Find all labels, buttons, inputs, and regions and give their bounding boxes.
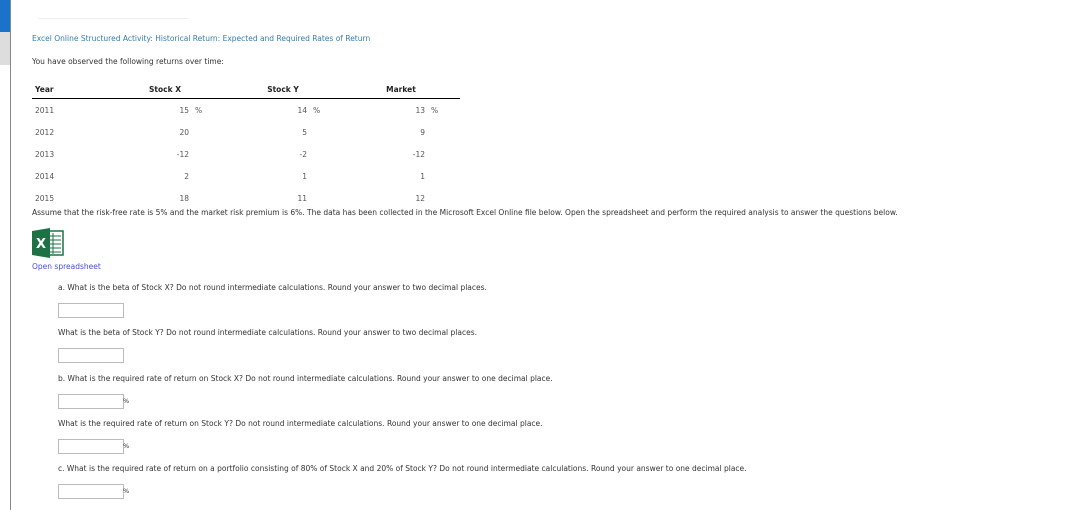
question-text: b. What is the required rate of return on Stock X? Do not round intermediate calculations. Round your answer to one decimal place. xyxy=(58,374,553,383)
market-value: 13 xyxy=(415,105,425,115)
unit-label xyxy=(425,143,460,165)
returns-table xyxy=(32,80,460,209)
excel-icon[interactable] xyxy=(32,228,65,258)
year-cell: 2012 xyxy=(35,127,55,137)
unit-label xyxy=(189,187,224,209)
year-cell: 2015 xyxy=(35,193,55,203)
stock-x-value: 20 xyxy=(179,127,189,137)
table-row xyxy=(32,99,460,122)
left-divider xyxy=(10,0,11,510)
percent-label: % xyxy=(123,442,130,450)
year-cell: 2014 xyxy=(35,171,55,181)
assumption-text: Assume that the risk-free rate is 5% and the market risk premium is 6%. The data has been collected in the Microsoft Excel Online file below. Open the spreadsheet and perform the required analysis to answer the questions below. xyxy=(32,208,898,217)
answer-input[interactable] xyxy=(58,439,124,454)
stock-x-value: -12 xyxy=(176,149,189,159)
table-row xyxy=(32,187,460,209)
unit-label xyxy=(307,187,342,209)
table-row xyxy=(32,121,460,143)
svg-text:X: X xyxy=(36,237,47,252)
left-gray-tab xyxy=(0,32,10,65)
answer-input[interactable] xyxy=(58,348,124,363)
left-accent-bar xyxy=(0,0,10,32)
stock-x-value: 2 xyxy=(184,171,189,181)
unit-label xyxy=(307,143,342,165)
stock-x-value: 18 xyxy=(179,193,189,203)
header-stock-x: Stock X xyxy=(106,80,224,99)
answer-input[interactable] xyxy=(58,484,124,499)
unit-label xyxy=(425,187,460,209)
stock-y-value: -2 xyxy=(299,149,307,159)
unit-label: % xyxy=(195,105,203,115)
answer-input[interactable] xyxy=(58,303,124,318)
percent-label: % xyxy=(123,487,130,495)
table-row xyxy=(32,143,460,165)
unit-label xyxy=(189,143,224,165)
top-divider xyxy=(38,18,188,19)
question-text: c. What is the required rate of return on a portfolio consisting of 80% of Stock X and 20% of Stock Y? Do not round intermediate calculations. Round your answer to one decimal place. xyxy=(58,464,747,473)
unit-label xyxy=(425,165,460,187)
stock-y-value: 14 xyxy=(297,105,307,115)
question-text: a. What is the beta of Stock X? Do not round intermediate calculations. Round your answer to two decimal places. xyxy=(58,283,487,292)
header-year: Year xyxy=(32,80,106,99)
open-spreadsheet-link[interactable]: Open spreadsheet xyxy=(32,262,101,271)
market-value: 12 xyxy=(415,193,425,203)
year-cell: 2011 xyxy=(35,105,55,115)
market-value: -12 xyxy=(412,149,425,159)
unit-label: % xyxy=(313,105,321,115)
answer-input[interactable] xyxy=(58,394,124,409)
percent-label: % xyxy=(123,397,130,405)
stock-x-value: 15 xyxy=(179,105,189,115)
stock-y-value: 5 xyxy=(302,127,307,137)
intro-text: You have observed the following returns over time: xyxy=(32,57,224,66)
stock-y-value: 1 xyxy=(302,171,307,181)
question-text: What is the required rate of return on Stock Y? Do not round intermediate calculations. Round your answer to one decimal place. xyxy=(58,419,543,428)
year-cell: 2013 xyxy=(35,149,55,159)
market-value: 9 xyxy=(420,127,425,137)
question-text: What is the beta of Stock Y? Do not round intermediate calculations. Round your answer to two decimal places. xyxy=(58,328,477,337)
unit-label xyxy=(189,121,224,143)
stock-y-value: 11 xyxy=(297,193,307,203)
unit-label: % xyxy=(431,105,439,115)
unit-label xyxy=(189,165,224,187)
activity-title: Excel Online Structured Activity: Historical Return: Expected and Required Rates of Return xyxy=(32,34,371,43)
unit-label xyxy=(307,121,342,143)
market-value: 1 xyxy=(420,171,425,181)
table-header xyxy=(32,80,460,99)
unit-label xyxy=(425,121,460,143)
unit-label xyxy=(307,165,342,187)
table-row xyxy=(32,165,460,187)
header-market: Market xyxy=(342,80,460,99)
header-stock-y: Stock Y xyxy=(224,80,342,99)
